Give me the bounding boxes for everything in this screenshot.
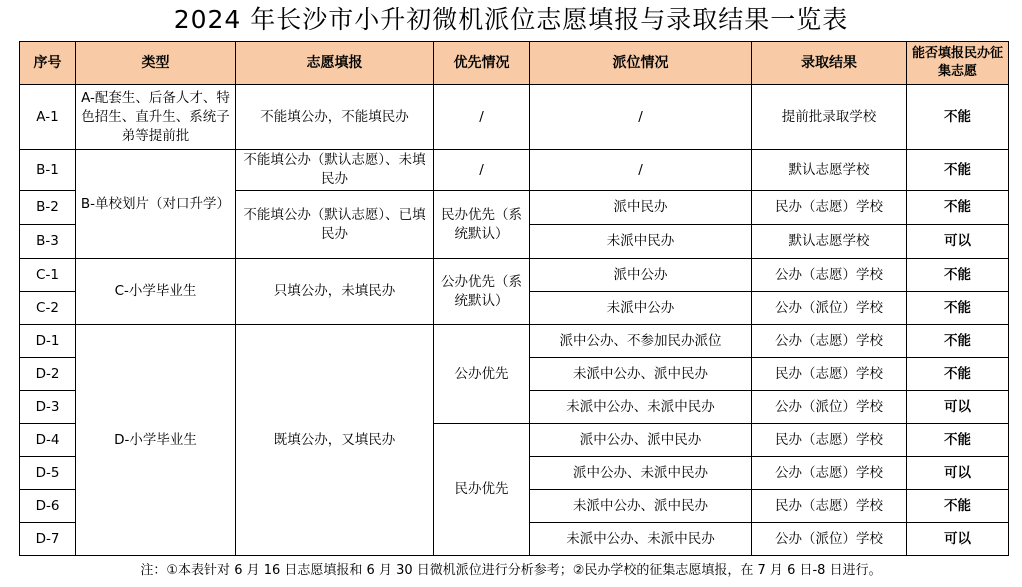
- header-priority: 优先情况: [434, 42, 530, 85]
- seq-cell: C-2: [20, 292, 76, 325]
- volunteer-cell: 不能填公办（默认志愿）、未填民办: [236, 150, 434, 191]
- can-fill-cell: 不能: [907, 150, 1009, 191]
- allocation-cell: 派中公办、派中民办: [530, 424, 752, 457]
- allocation-cell: /: [530, 150, 752, 191]
- allocation-cell: 未派中公办: [530, 292, 752, 325]
- priority-cell: /: [434, 85, 530, 150]
- allocation-cell: 派中民办: [530, 191, 752, 225]
- priority-cell: /: [434, 150, 530, 191]
- allocation-cell: /: [530, 85, 752, 150]
- type-cell: B-单校划片（对口升学）: [76, 150, 236, 259]
- seq-cell: D-2: [20, 358, 76, 391]
- seq-cell: D-5: [20, 457, 76, 490]
- allocation-cell: 派中公办、不参加民办派位: [530, 325, 752, 358]
- table-row: [20, 150, 1009, 191]
- result-cell: 提前批录取学校: [752, 85, 907, 150]
- result-cell: 公办（派位）学校: [752, 292, 907, 325]
- result-cell: 公办（派位）学校: [752, 391, 907, 424]
- allocation-cell: 未派中公办、未派中民办: [530, 523, 752, 556]
- seq-cell: D-7: [20, 523, 76, 556]
- seq-cell: D-1: [20, 325, 76, 358]
- result-cell: 公办（志愿）学校: [752, 457, 907, 490]
- header-volunteer: 志愿填报: [236, 42, 434, 85]
- can-fill-cell: 可以: [907, 391, 1009, 424]
- allocation-cell: 未派中公办、派中民办: [530, 358, 752, 391]
- can-fill-cell: 不能: [907, 292, 1009, 325]
- priority-cell: 公办优先: [434, 325, 530, 424]
- result-cell: 公办（志愿）学校: [752, 259, 907, 292]
- seq-cell: B-3: [20, 225, 76, 259]
- admission-table: [19, 41, 1009, 556]
- table-row: [20, 85, 1009, 150]
- allocation-cell: 派中公办、未派中民办: [530, 457, 752, 490]
- header-seq: 序号: [20, 42, 76, 85]
- seq-cell: D-3: [20, 391, 76, 424]
- seq-cell: D-4: [20, 424, 76, 457]
- can-fill-cell: 不能: [907, 358, 1009, 391]
- table-row: [20, 259, 1009, 292]
- volunteer-cell: 不能填公办，不能填民办: [236, 85, 434, 150]
- page-title: 2024 年长沙市小升初微机派位志愿填报与录取结果一览表: [173, 5, 849, 34]
- seq-cell: B-2: [20, 191, 76, 225]
- result-cell: 民办（志愿）学校: [752, 490, 907, 523]
- result-cell: 民办（志愿）学校: [752, 191, 907, 225]
- volunteer-cell: 既填公办，又填民办: [236, 325, 434, 556]
- allocation-cell: 未派中公办、派中民办: [530, 490, 752, 523]
- volunteer-cell: 不能填公办（默认志愿）、已填民办: [236, 191, 434, 259]
- seq-cell: B-1: [20, 150, 76, 191]
- volunteer-cell: 只填公办，未填民办: [236, 259, 434, 325]
- priority-cell: 民办优先: [434, 424, 530, 556]
- can-fill-cell: 不能: [907, 85, 1009, 150]
- can-fill-cell: 不能: [907, 259, 1009, 292]
- result-cell: 默认志愿学校: [752, 225, 907, 259]
- can-fill-cell: 不能: [907, 325, 1009, 358]
- header-result: 录取结果: [752, 42, 907, 85]
- priority-cell: 民办优先（系统默认）: [434, 191, 530, 259]
- can-fill-cell: 可以: [907, 457, 1009, 490]
- can-fill-cell: 不能: [907, 424, 1009, 457]
- header-can-fill: 能否填报民办征集志愿: [907, 42, 1009, 85]
- seq-cell: D-6: [20, 490, 76, 523]
- header-allocation: 派位情况: [530, 42, 752, 85]
- priority-cell: 公办优先（系统默认）: [434, 259, 530, 325]
- type-cell: D-小学毕业生: [76, 325, 236, 556]
- can-fill-cell: 可以: [907, 523, 1009, 556]
- allocation-cell: 未派中民办: [530, 225, 752, 259]
- allocation-cell: 未派中公办、未派中民办: [530, 391, 752, 424]
- can-fill-cell: 不能: [907, 191, 1009, 225]
- table-row: [20, 325, 1009, 358]
- result-cell: 默认志愿学校: [752, 150, 907, 191]
- seq-cell: A-1: [20, 85, 76, 150]
- can-fill-cell: 可以: [907, 225, 1009, 259]
- can-fill-cell: 不能: [907, 490, 1009, 523]
- result-cell: 公办（志愿）学校: [752, 325, 907, 358]
- result-cell: 公办（派位）学校: [752, 523, 907, 556]
- type-cell: A-配套生、后备人才、特色招生、直升生、系统子弟等提前批: [76, 85, 236, 150]
- type-cell: C-小学毕业生: [76, 259, 236, 325]
- allocation-cell: 派中公办: [530, 259, 752, 292]
- header-type: 类型: [76, 42, 236, 85]
- header-row: [20, 42, 1009, 85]
- seq-cell: C-1: [20, 259, 76, 292]
- result-cell: 民办（志愿）学校: [752, 358, 907, 391]
- footnote: 注：①本表针对 6 月 16 日志愿填报和 6 月 30 日微机派位进行分析参考；②民办学校的征集志愿填报，在 7 月 6 日-8 日进行。: [140, 563, 882, 578]
- result-cell: 民办（志愿）学校: [752, 424, 907, 457]
